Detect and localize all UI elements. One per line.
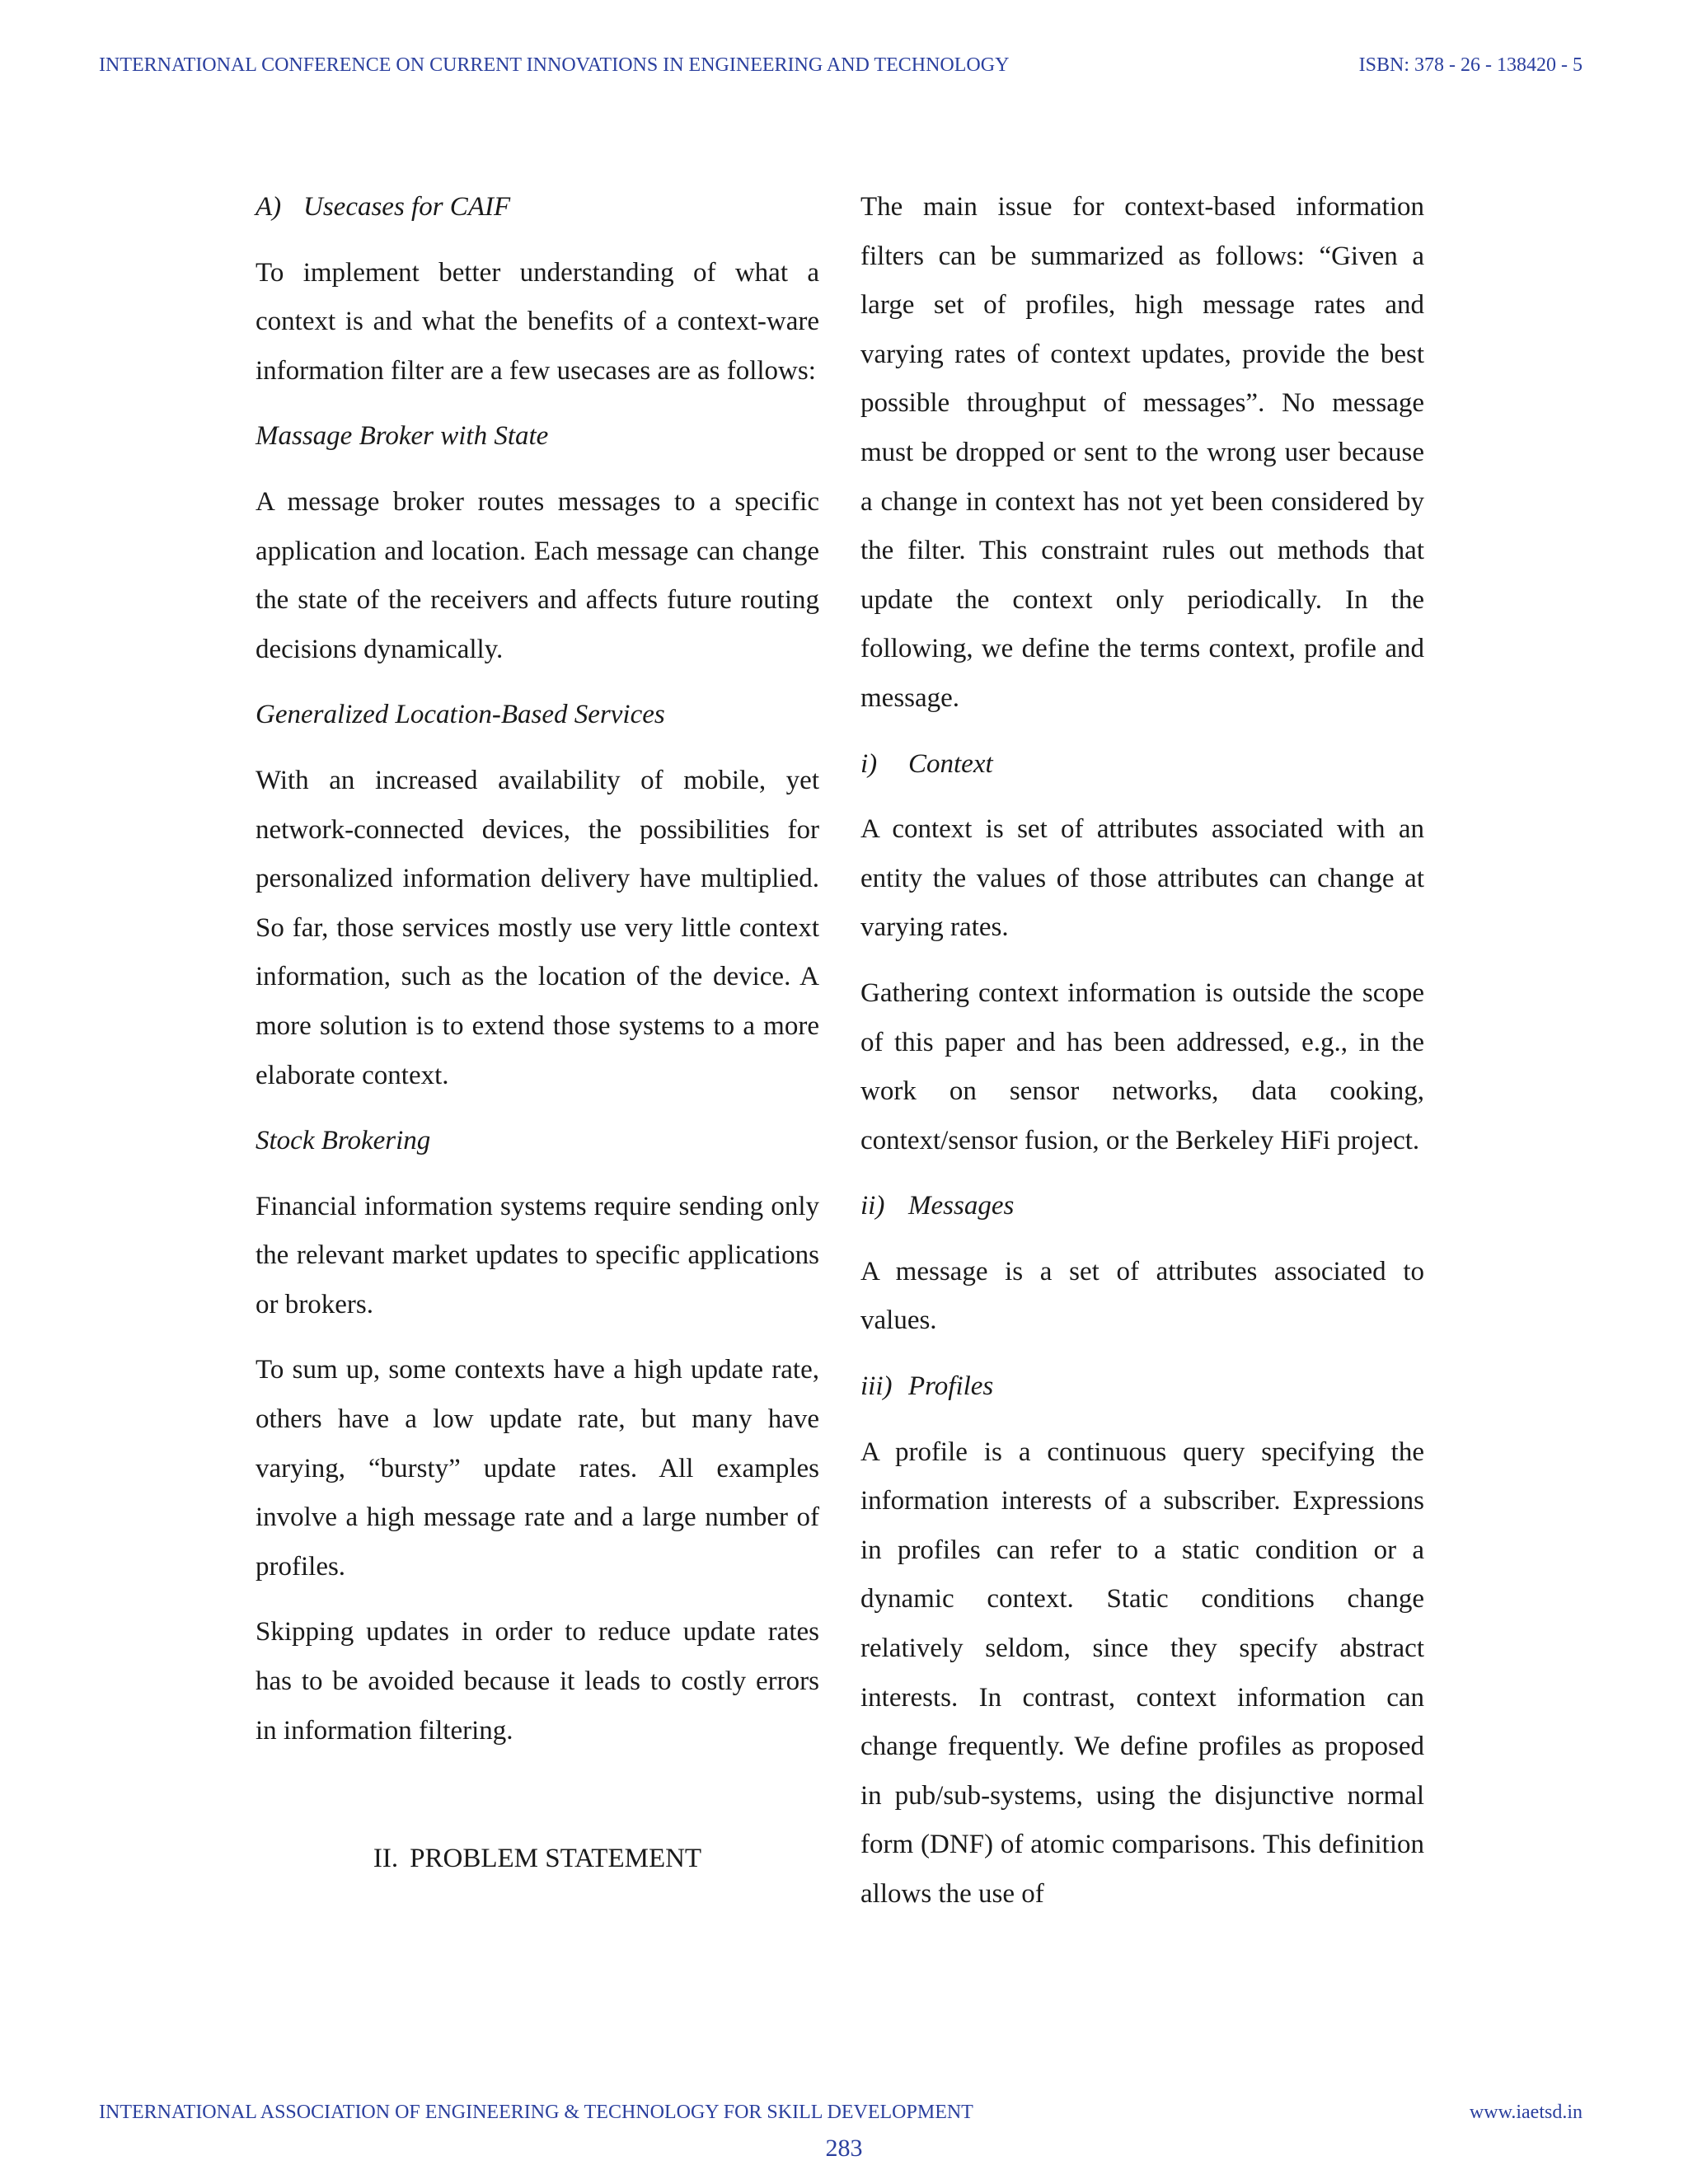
paragraph-message-broker: A message broker routes messages to a specific application and location. Each message can change the state of the receivers and affects future routing decisions dynamically. bbox=[256, 486, 819, 664]
subheading-profiles-number: iii) bbox=[860, 1371, 893, 1402]
subheading-messages-number: ii) bbox=[860, 1191, 885, 1221]
paragraph-skipping-updates: Skipping updates in order to reduce update rates has to be avoided because it leads to costly errors in information filtering. bbox=[256, 1617, 819, 1746]
paragraph-stock-brokering: Financial information systems require sending only the relevant market updates to specific applications or brokers. bbox=[256, 1191, 819, 1319]
section-a-heading bbox=[256, 183, 819, 232]
paragraph-gathering-context: Gathering context information is outside the scope of this paper and has been addressed, e.g., in the work on sensor networks, data cooking, context/sensor fusion, or the Berkeley HiFi project. bbox=[860, 977, 1424, 1155]
paragraph-messages: A message is a set of attributes associated to values. bbox=[860, 1256, 1424, 1336]
subheading-profiles-title: Profiles bbox=[908, 1371, 994, 1402]
section-ii-heading bbox=[256, 1835, 819, 1884]
subheading-messages-title: Messages bbox=[908, 1191, 1015, 1221]
paragraph-intro: To implement better understanding of what a context is and what the benefits of a context-ware information filter are a few usecases are as follows: bbox=[256, 257, 819, 386]
subheading-message-broker: Massage Broker with State bbox=[256, 421, 549, 452]
paragraph-profiles: A profile is a continuous query specifying the information interests of a subscriber. Expressions in profiles can refer to a static condition or a dynamic context. Static conditions change relatively seldom, since they specify abstract interests. In contrast, context information can change frequently. We define profiles as proposed in pub/sub-systems, using the disjunctive normal form (DNF) of atomic comparisons. This definition allows the use of bbox=[860, 1436, 1424, 1909]
header-isbn: ISBN: 378 - 26 - 138420 - 5 bbox=[1358, 54, 1582, 76]
header-conference-title: INTERNATIONAL CONFERENCE ON CURRENT INNOVATIONS IN ENGINEERING AND TECHNOLOGY bbox=[99, 54, 1010, 76]
subheading-context bbox=[860, 740, 1424, 790]
paragraph-main-issue: The main issue for context-based information filters can be summarized as follows: “Given a large set of profiles, high message rates and varying rates of context updates, provide the best possible throughput of messages”. No message must be dropped or sent to the wrong user because a change in context has not yet been considered by the filter. This constraint rules out methods that update the context only periodically. In the following, we define the terms context, profile and message. bbox=[860, 192, 1424, 713]
subheading-context-number: i) bbox=[860, 748, 878, 779]
left-column bbox=[256, 183, 819, 1884]
footer-website-link[interactable]: www.iaetsd.in bbox=[1469, 2102, 1582, 2123]
subheading-messages bbox=[860, 1182, 1424, 1231]
paragraph-context: A context is set of attributes associated with an entity the values of those attributes can change at varying rates. bbox=[860, 814, 1424, 943]
footer-association: INTERNATIONAL ASSOCIATION OF ENGINEERING & TECHNOLOGY FOR SKILL DEVELOPMENT bbox=[99, 2102, 973, 2123]
section-a-number: A) bbox=[256, 192, 282, 222]
section-a-title: Usecases for CAIF bbox=[303, 192, 511, 222]
right-column bbox=[860, 183, 1424, 1936]
subheading-location-services: Generalized Location-Based Services bbox=[256, 700, 665, 730]
section-ii-number: II. bbox=[373, 1844, 399, 1874]
subheading-stock-brokering: Stock Brokering bbox=[256, 1126, 431, 1156]
page-number: 283 bbox=[825, 2135, 863, 2162]
section-ii-title: PROBLEM STATEMENT bbox=[410, 1844, 702, 1874]
subheading-context-title: Context bbox=[908, 748, 993, 779]
subheading-profiles bbox=[860, 1362, 1424, 1412]
paragraph-summary: To sum up, some contexts have a high update rate, others have a low update rate, but many have varying, “bursty” update rates. All examples involve a high message rate and a large number of profiles. bbox=[256, 1355, 819, 1582]
paragraph-location-services: With an increased availability of mobile, yet network-connected devices, the possibilities for personalized information delivery have multiplied. So far, those services mostly use very little context information, such as the location of the device. A more solution is to extend those systems to a more elaborate context. bbox=[256, 765, 819, 1090]
